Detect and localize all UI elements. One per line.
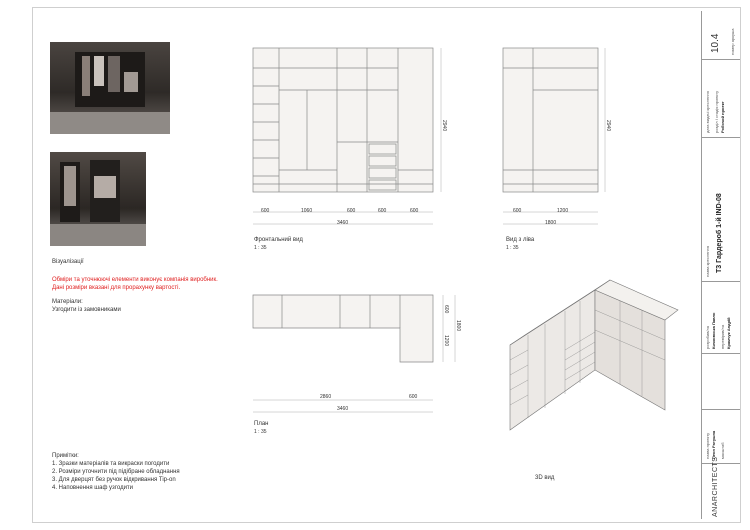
svg-text:2860: 2860: [320, 394, 332, 400]
developed-label: розробив/ла: [705, 325, 710, 349]
front-view-label: Фронтальний вид: [254, 237, 303, 243]
drawing-name: Т3 Гардероб 1-й IND-08: [716, 193, 723, 273]
materials-title: Матеріали:: [52, 299, 83, 305]
title-block: [701, 11, 740, 519]
note-item: 1. Зразки матеріалів та викраски погодити: [52, 461, 170, 467]
project-label: назва проекту: [705, 432, 710, 459]
front-view-drawing: [245, 40, 450, 240]
svg-text:1200: 1200: [557, 208, 569, 214]
svg-text:1060: 1060: [301, 208, 313, 214]
svg-text:3460: 3460: [337, 406, 349, 412]
project-value: Леон Ратушна: [711, 430, 716, 459]
sheet-number: 10.4: [710, 33, 721, 53]
svg-text:2940: 2940: [605, 120, 611, 132]
visualization-photo-1: [50, 42, 170, 134]
materials-value: Узгодити із замовниками: [52, 307, 121, 313]
sheet-number-label: номер аркуша: [730, 28, 735, 55]
checked-label: перевірив/ла: [720, 324, 725, 349]
side-view-drawing: [495, 40, 615, 240]
checked-value: Крамчук Андрій: [726, 317, 731, 349]
svg-text:600: 600: [513, 208, 522, 214]
svg-text:600: 600: [347, 208, 356, 214]
scale-label: масштаб: [720, 442, 725, 459]
developed-value: Кичковська Павло: [711, 312, 716, 349]
svg-text:600: 600: [261, 208, 270, 214]
side-view-scale: 1 : 35: [506, 245, 519, 251]
svg-text:3460: 3460: [337, 220, 349, 226]
plan-view-drawing: [245, 290, 470, 425]
warning-text: Обміри та уточнюючі елементи виконує компанія виробник. Дані розміри вказані для прорахунку вартості.: [52, 277, 218, 291]
svg-text:2940: 2940: [441, 120, 447, 132]
svg-text:600: 600: [443, 305, 449, 314]
iso-view-label: 3D вид: [535, 475, 555, 481]
svg-text:600: 600: [410, 208, 419, 214]
iso-view-drawing: [500, 270, 685, 470]
drawing-name-label: назва креслення: [705, 246, 710, 277]
note-item: 2. Розміри уточнити під підібране обладнання: [52, 469, 180, 475]
front-view-scale: 1 : 35: [254, 245, 267, 251]
svg-text:600: 600: [409, 394, 418, 400]
side-view-label: Вид з ліва: [506, 237, 535, 243]
note-item: 4. Наповнення шаф узгодити: [52, 485, 134, 491]
stage-label: розділ / стадія проекту: [714, 90, 719, 133]
visualizations-label: Візуалізації: [52, 259, 84, 265]
plan-view-scale: 1 : 35: [254, 429, 267, 435]
svg-text:1800: 1800: [455, 320, 461, 332]
svg-text:1800: 1800: [545, 220, 557, 226]
visualization-photo-2: [50, 152, 146, 246]
svg-text:1200: 1200: [443, 335, 449, 347]
svg-text:600: 600: [378, 208, 387, 214]
stage-value: Робочий проект: [720, 101, 725, 133]
date-label: дата видачі креслення: [705, 91, 710, 133]
plan-view-label: План: [254, 421, 269, 427]
company-logo: ANARCHITECTS: [712, 456, 719, 517]
note-item: 3. Для дверцят без ручок відкривання Tip-on: [52, 477, 176, 483]
notes-title: Примітки:: [52, 453, 79, 459]
